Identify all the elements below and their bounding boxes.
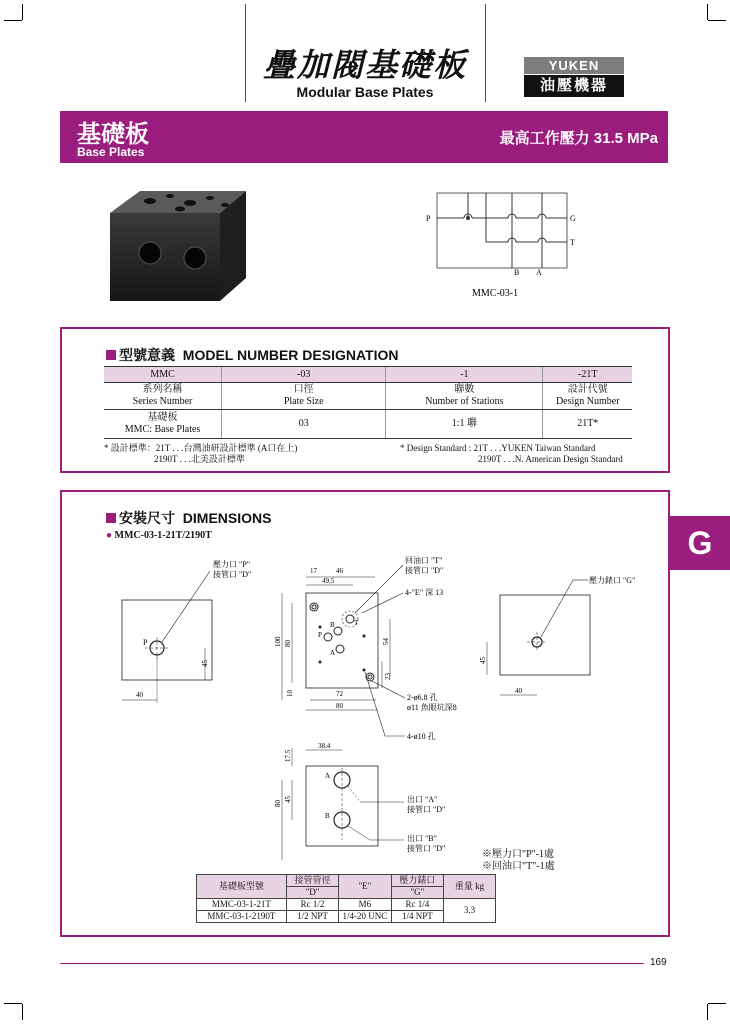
center-p: P: [318, 631, 322, 639]
left-p-label1: 壓力口 "P": [213, 560, 250, 569]
center-a: A: [330, 649, 336, 657]
bottom-d80: 80: [274, 800, 282, 807]
dim-title-cn: 安裝尺寸: [119, 510, 175, 526]
note-en-2: 2190T . . .N. American Design Standard: [478, 454, 623, 464]
dim-17: 17: [310, 567, 317, 575]
code-size: -03: [222, 367, 386, 383]
bottom-view-drawing: [270, 740, 460, 860]
dim-54: 54: [382, 638, 390, 645]
bottom-a-label1: 出口 "A": [407, 795, 438, 804]
t-label1: 回油口 "T": [405, 556, 443, 565]
right-g-label: 壓力錶口 "G": [589, 576, 636, 585]
dim-49-5: 49.5: [322, 577, 335, 585]
dim-model: [106, 530, 212, 541]
page-number: 169: [650, 957, 667, 968]
wt-header-model: 基礎板型號: [197, 875, 287, 899]
hole-label1: 2-ø6.8 孔: [407, 693, 438, 702]
dim-model-text: MMC-03-1-21T/2190T: [114, 530, 212, 541]
value-series-en: MMC: Base Plates: [124, 424, 201, 435]
wt-row2-e: 1/4-20 UNC: [339, 911, 392, 923]
label-design: [543, 383, 632, 410]
dim-72: 72: [336, 690, 343, 698]
code-stations: -1: [386, 367, 543, 383]
label-size-cn: 口徑: [293, 384, 314, 395]
symbol-g: G: [570, 214, 576, 223]
port-note-t: ※回油口"T"-1處: [482, 861, 555, 872]
dim-80v: 80: [284, 640, 292, 647]
label-design-en: Design Number: [555, 396, 620, 407]
label-stations-en: Number of Stations: [425, 396, 504, 407]
value-series: [104, 410, 222, 439]
model-section-title: [106, 345, 399, 365]
label-series: [104, 383, 222, 410]
code-design: -21T: [543, 367, 632, 383]
label-series-cn: 系列名稱: [142, 384, 183, 395]
label-stations-cn: 聯數: [454, 384, 475, 395]
center-view-drawing: [270, 555, 470, 745]
hydraulic-symbol: [420, 185, 600, 300]
symbol-t: T: [570, 238, 575, 247]
model-table: [104, 366, 632, 439]
right-d45: 45: [479, 657, 487, 664]
logo-cn: 油壓機器: [524, 75, 624, 97]
band-title-cn: 基礎板: [77, 121, 149, 148]
dim-80h: 80: [336, 702, 343, 710]
dimensions-section-title: [106, 508, 271, 528]
bullet-icon: ●: [106, 530, 113, 541]
wt-weight: 3.3: [444, 899, 496, 923]
bottom-b-label1: 出口 "B": [407, 834, 437, 843]
left-view-drawing: [110, 555, 252, 715]
wt-header-e: "E": [339, 875, 392, 899]
wt-row1-d: Rc 1/2: [286, 899, 338, 911]
bottom-b-label2: 接管口 "D": [407, 844, 446, 853]
dim-23: 23: [384, 673, 392, 680]
logo-en: YUKEN: [524, 57, 624, 74]
symbol-a: A: [536, 268, 542, 277]
center-t: T: [354, 619, 359, 627]
value-series-cn: 基礎板: [147, 412, 178, 423]
footer-line: [60, 963, 644, 964]
value-design: 21T*: [543, 410, 632, 439]
wt-header-gauge: 壓力錶口: [391, 875, 443, 887]
page-title: 疊加閥基礎板: [262, 47, 467, 83]
left-d45: 45: [201, 660, 209, 667]
right-view-drawing: [479, 570, 650, 710]
right-d40: 40: [515, 687, 522, 695]
wt-row2-g: 1/4 NPT: [391, 911, 443, 923]
wt-row1-g: Rc 1/4: [391, 899, 443, 911]
bottom-a: A: [325, 772, 331, 780]
table-row: [197, 899, 496, 911]
center-b: B: [330, 621, 335, 629]
side-tab: G: [670, 516, 730, 570]
band-title-en: Base Plates: [77, 145, 145, 159]
symbol-b: B: [514, 268, 520, 277]
wt-row1-e: M6: [339, 899, 392, 911]
label-series-en: Series Number: [132, 396, 193, 407]
wt-row2-d: 1/2 NPT: [286, 911, 338, 923]
left-p-label2: 接管口 "D": [213, 570, 252, 579]
label-size: [222, 383, 386, 410]
label-stations: [386, 383, 543, 410]
bottom-b: B: [325, 812, 330, 820]
page-subtitle: Modular Base Plates: [296, 84, 434, 100]
label-design-cn: 設計代號: [567, 384, 608, 395]
note-cn-2: 2190T . . .北美設計標準: [154, 454, 245, 464]
bottom-a-label2: 接管口 "D": [407, 805, 446, 814]
symbol-caption: MMC-03-1: [472, 288, 519, 299]
left-d40: 40: [136, 691, 143, 699]
product-photo: [100, 183, 250, 308]
note-cn-1: * 設計標準：21T . . .台灣油研設計標準 (A口在上): [104, 443, 298, 453]
value-size: 03: [222, 410, 386, 439]
wt-row1-model: MMC-03-1-21T: [197, 899, 287, 911]
note-en-1: * Design Standard : 21T . . .YUKEN Taiwan Standard: [400, 443, 596, 453]
wt-header-weight: 重量 kg: [444, 875, 496, 899]
t-label2: 接管口 "D": [405, 566, 444, 575]
wt-row2-model: MMC-03-1-2190T: [197, 911, 287, 923]
hole-label2: ø11 魚眼坑深8: [407, 703, 457, 712]
value-stations: 1:1 聯: [386, 410, 543, 439]
max-pressure: 最高工作壓力 31.5 MPa: [499, 130, 658, 147]
dim-46: 46: [336, 567, 343, 575]
dim-10: 10: [286, 690, 294, 697]
bottom-d17-5: 17.5: [284, 749, 292, 762]
weights-table: [196, 874, 496, 923]
dim-100: 100: [274, 636, 282, 647]
dim-title-en: DIMENSIONS: [182, 510, 272, 526]
bottom-d38-4: 38.4: [318, 742, 331, 750]
model-title-en: MODEL NUMBER DESIGNATION: [182, 347, 399, 363]
yuken-logo: [524, 57, 624, 97]
bottom-d45: 45: [284, 796, 292, 803]
wt-header-d: "D": [286, 887, 338, 899]
symbol-p: P: [426, 214, 431, 223]
left-p: P: [143, 638, 148, 647]
label-size-en: Plate Size: [283, 396, 324, 407]
port-note-p: ※壓力口"P"-1處: [482, 849, 555, 860]
wt-header-g: "G": [391, 887, 443, 899]
model-title-cn: 型號意義: [119, 347, 175, 363]
hole-label3: 4-ø10 孔: [407, 732, 436, 741]
wt-header-pipe: 接管管徑: [286, 875, 338, 887]
code-series: MMC: [104, 367, 222, 383]
e-label: 4-"E" 深 13: [405, 588, 444, 597]
